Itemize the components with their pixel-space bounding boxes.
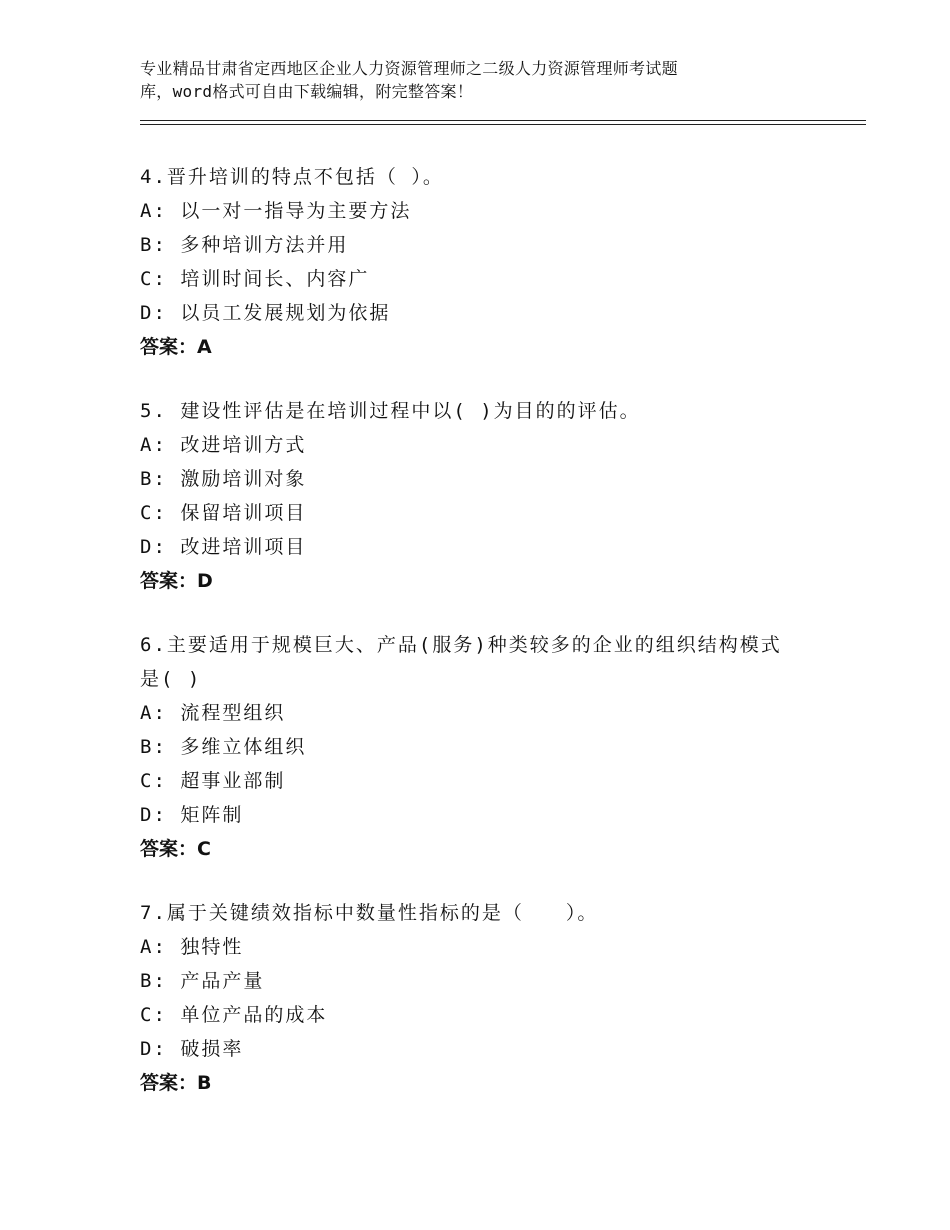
option-c: C: 超事业部制 [140,770,286,792]
question-list [140,160,860,1130]
question-6 [140,628,860,866]
option-c: C: 保留培训项目 [140,502,307,524]
option-a: A: 流程型组织 [140,702,286,724]
option-b: B: 产品产量 [140,970,265,992]
option-c: C: 培训时间长、内容广 [140,268,370,290]
question-stem: 7.属于关键绩效指标中数量性指标的是（ ）。 [140,902,599,924]
header-title-line-2: 库，word格式可自由下载编辑，附完整答案！ [140,82,474,101]
option-a: A: 改进培训方式 [140,434,307,456]
option-d: D: 破损率 [140,1038,244,1060]
option-b: B: 多维立体组织 [140,736,307,758]
option-c: C: 单位产品的成本 [140,1004,328,1026]
option-b: B: 激励培训对象 [140,468,307,490]
option-d: D: 矩阵制 [140,804,244,826]
header-title-line-1: 专业精品甘肃省定西地区企业人力资源管理师之二级人力资源管理师考试题 [140,59,678,78]
document-header [140,57,800,103]
option-d: D: 以员工发展规划为依据 [140,302,391,324]
question-7 [140,896,860,1100]
option-d: D: 改进培训项目 [140,536,307,558]
question-stem: 4.晋升培训的特点不包括（ ）。 [140,166,444,188]
answer-line: 答案：C [140,838,211,860]
option-b: B: 多种培训方法并用 [140,234,349,256]
question-5 [140,394,860,598]
question-stem-line-2: 是( ) [140,668,202,690]
question-stem: 5. 建设性评估是在培训过程中以( )为目的的评估。 [140,400,641,422]
header-divider-bottom [140,124,866,125]
answer-line: 答案：A [140,336,212,358]
header-divider-top [140,120,866,121]
option-a: A: 独特性 [140,936,244,958]
answer-line: 答案：B [140,1072,212,1094]
answer-line: 答案：D [140,570,213,592]
question-stem-line-1: 6.主要适用于规模巨大、产品(服务)种类较多的企业的组织结构模式 [140,634,782,656]
question-4 [140,160,860,364]
option-a: A: 以一对一指导为主要方法 [140,200,412,222]
